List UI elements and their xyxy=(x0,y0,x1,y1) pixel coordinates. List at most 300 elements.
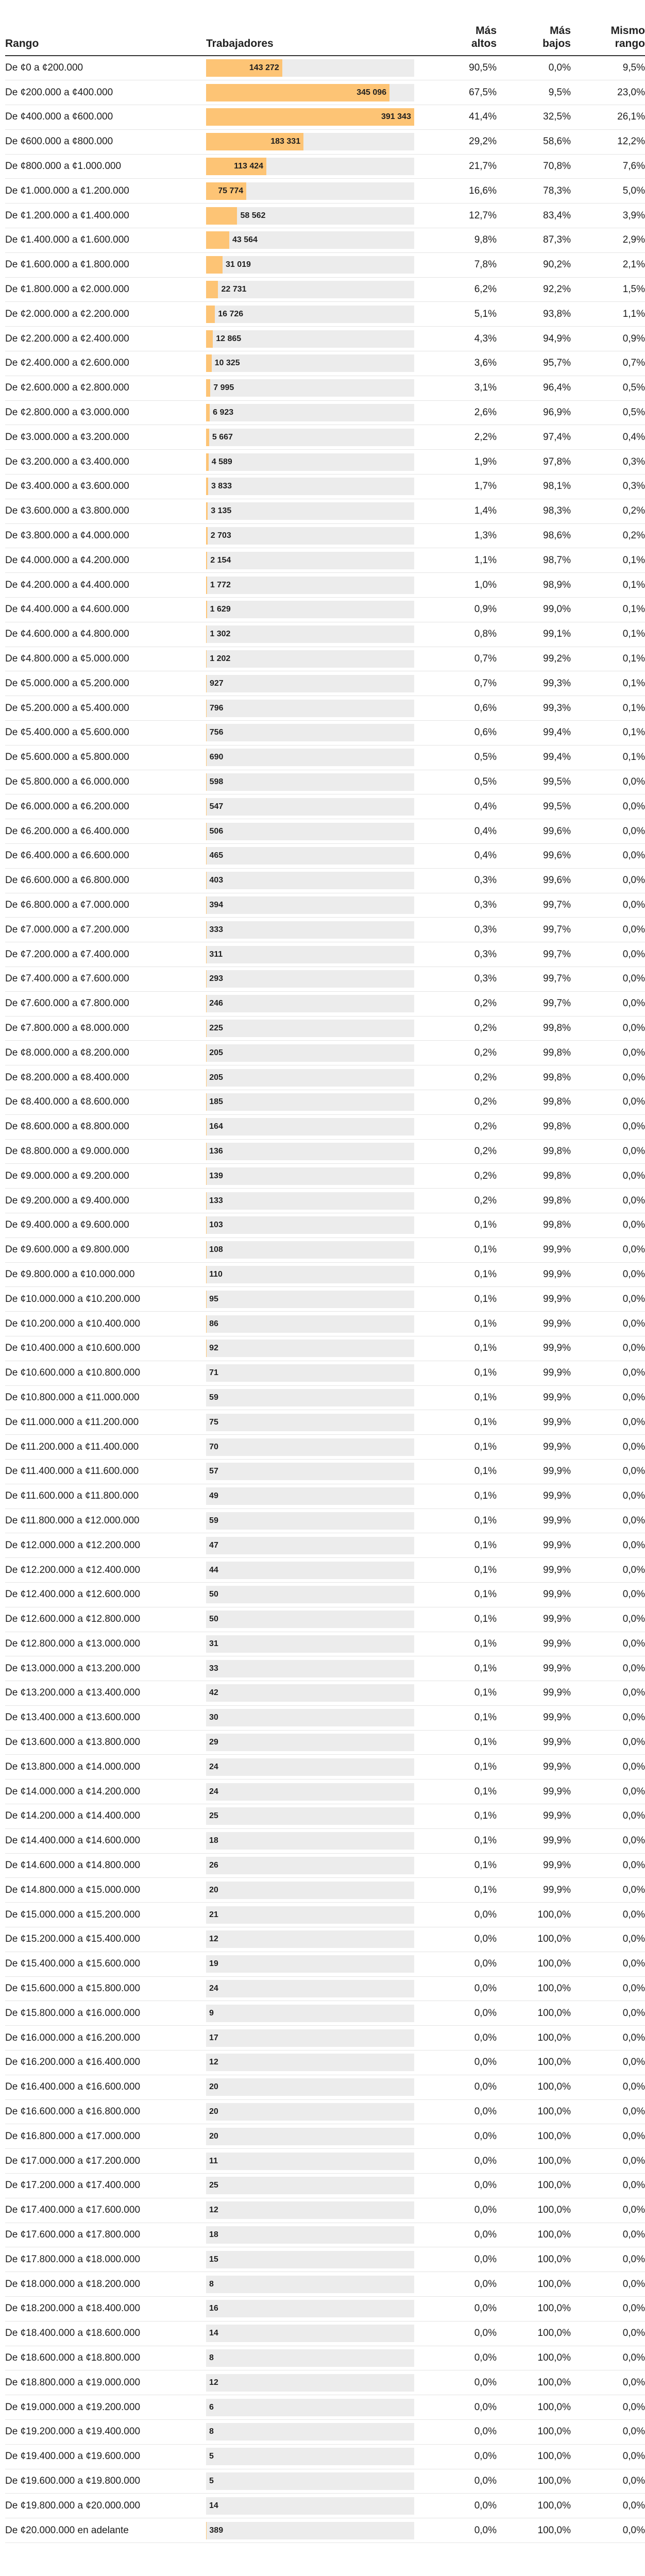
table-row xyxy=(5,696,645,721)
cell-mismo-rango: 0,1% xyxy=(622,752,645,763)
cell-rango: De ¢5.600.000 a ¢5.800.000 xyxy=(5,752,129,763)
bar-label: 5 667 xyxy=(212,432,233,442)
table-row xyxy=(5,154,645,179)
cell-rango: De ¢10.200.000 a ¢10.400.000 xyxy=(5,1318,141,1329)
table-row xyxy=(5,1509,645,1533)
bar-label: 24 xyxy=(209,1984,218,1993)
bar-label: 71 xyxy=(209,1368,218,1378)
cell-mas-bajos: 99,8% xyxy=(543,1022,571,1033)
bar-track xyxy=(206,1340,414,1357)
cell-mismo-rango: 0,0% xyxy=(622,973,645,985)
cell-mas-altos: 0,0% xyxy=(474,2475,497,2486)
cell-rango: De ¢3.200.000 a ¢3.400.000 xyxy=(5,456,129,467)
cell-rango: De ¢15.600.000 a ¢15.800.000 xyxy=(5,1983,141,1994)
table-row xyxy=(5,376,645,400)
cell-mas-bajos: 100,0% xyxy=(537,2155,571,2166)
table-row xyxy=(5,499,645,523)
table-row xyxy=(5,2420,645,2445)
bar-track xyxy=(206,1315,414,1333)
table-row xyxy=(5,1976,645,2001)
cell-mismo-rango: 0,0% xyxy=(622,1268,645,1280)
cell-mas-altos: 0,0% xyxy=(474,2426,497,2437)
bar-track xyxy=(206,1807,414,1825)
bar-fill xyxy=(206,453,209,471)
cell-mismo-rango: 0,0% xyxy=(622,2377,645,2388)
cell-mas-bajos: 100,0% xyxy=(537,1958,571,1970)
cell-trabajadores xyxy=(206,770,428,794)
cell-mismo-rango: 0,0% xyxy=(622,1934,645,1945)
cell-mismo-rango: 0,1% xyxy=(622,677,645,689)
table-header xyxy=(5,0,645,56)
cell-mismo-rango: 0,0% xyxy=(622,1737,645,1748)
cell-trabajadores xyxy=(206,671,428,696)
header-mas-bajos[interactable] xyxy=(502,0,576,56)
cell-mas-altos: 0,1% xyxy=(474,1638,497,1649)
bar-track xyxy=(206,896,414,914)
cell-mas-altos: 0,1% xyxy=(474,1687,497,1699)
cell-trabajadores xyxy=(206,179,428,204)
cell-rango: De ¢14.400.000 a ¢14.600.000 xyxy=(5,1835,141,1846)
bar-track xyxy=(206,1758,414,1776)
header-mismo-rango-line1: Mismo xyxy=(610,25,645,37)
cell-rango: De ¢1.600.000 a ¢1.800.000 xyxy=(5,259,129,270)
bar-track xyxy=(206,773,414,791)
cell-mas-bajos: 99,9% xyxy=(543,1884,571,1895)
bar-track xyxy=(206,2423,414,2441)
table-row xyxy=(5,622,645,647)
bar-label: 598 xyxy=(209,777,224,786)
cell-mismo-rango: 0,1% xyxy=(622,604,645,615)
bar-label: 26 xyxy=(209,1861,218,1870)
cell-trabajadores xyxy=(206,56,428,80)
bar-track xyxy=(206,1734,414,1751)
bar-label: 18 xyxy=(209,1836,218,1845)
cell-trabajadores xyxy=(206,80,428,105)
cell-mismo-rango: 0,0% xyxy=(622,1466,645,1477)
bar-track xyxy=(206,1660,414,1677)
cell-mas-bajos: 99,9% xyxy=(543,1539,571,1551)
bar-label: 2 154 xyxy=(210,555,231,565)
bar-track xyxy=(206,2054,414,2071)
bar-label: 59 xyxy=(209,1393,218,1402)
cell-mas-altos: 0,6% xyxy=(474,702,497,714)
cell-mas-altos: 0,1% xyxy=(474,1712,497,1723)
bar-label: 20 xyxy=(209,2131,218,2141)
cell-trabajadores xyxy=(206,1361,428,1385)
cell-mismo-rango: 0,1% xyxy=(622,554,645,566)
cell-mismo-rango: 0,5% xyxy=(622,407,645,418)
table-row xyxy=(5,1312,645,1336)
cell-mas-bajos: 97,4% xyxy=(543,431,571,443)
cell-rango: De ¢10.800.000 a ¢11.000.000 xyxy=(5,1392,140,1403)
bar-track xyxy=(206,625,414,643)
cell-mismo-rango: 5,0% xyxy=(622,185,645,196)
bar-track xyxy=(206,2276,414,2293)
bar-label: 95 xyxy=(209,1294,218,1303)
table-row xyxy=(5,204,645,228)
cell-mas-altos: 0,2% xyxy=(474,1022,497,1033)
table-row xyxy=(5,942,645,967)
table-row xyxy=(5,770,645,794)
bar-track xyxy=(206,306,414,323)
bar-track xyxy=(206,1216,414,1234)
header-trabajadores[interactable]: Trabajadores xyxy=(206,38,274,49)
cell-rango: De ¢8.200.000 a ¢8.400.000 xyxy=(5,1072,129,1083)
bar-track xyxy=(206,2201,414,2219)
bar-track xyxy=(206,2029,414,2047)
bar-label: 8 xyxy=(209,2279,214,2289)
cell-mas-bajos: 100,0% xyxy=(537,2278,571,2290)
bar-label: 185 xyxy=(209,1097,223,1107)
table-row xyxy=(5,2247,645,2272)
cell-mismo-rango: 0,0% xyxy=(622,1145,645,1157)
cell-trabajadores xyxy=(206,450,428,474)
cell-rango: De ¢13.000.000 a ¢13.200.000 xyxy=(5,1663,141,1674)
bar-track xyxy=(206,1118,414,1136)
table-row xyxy=(5,1459,645,1484)
bar-track xyxy=(206,231,414,249)
cell-mas-bajos: 95,7% xyxy=(543,358,571,369)
cell-mas-bajos: 99,6% xyxy=(543,825,571,837)
bar-track xyxy=(206,404,414,421)
cell-trabajadores xyxy=(206,523,428,548)
cell-trabajadores xyxy=(206,1238,428,1262)
table-row xyxy=(5,1065,645,1090)
cell-rango: De ¢12.200.000 a ¢12.400.000 xyxy=(5,1564,141,1575)
header-rango[interactable]: Rango xyxy=(5,38,39,49)
bar-label: 75 774 xyxy=(218,186,244,195)
table-row xyxy=(5,819,645,844)
cell-rango: De ¢6.200.000 a ¢6.400.000 xyxy=(5,825,129,837)
cell-rango: De ¢4.200.000 a ¢4.400.000 xyxy=(5,579,129,590)
cell-mas-bajos: 100,0% xyxy=(537,2106,571,2117)
cell-mas-bajos: 32,5% xyxy=(543,111,571,123)
bar-track xyxy=(206,1069,414,1087)
cell-mas-altos: 0,0% xyxy=(474,2352,497,2363)
cell-mismo-rango: 0,0% xyxy=(622,1047,645,1058)
bar-label: 205 xyxy=(209,1048,223,1057)
cell-mas-altos: 0,0% xyxy=(474,2401,497,2413)
cell-mas-bajos: 100,0% xyxy=(537,2500,571,2511)
cell-mas-bajos: 99,9% xyxy=(543,1293,571,1304)
bar-track xyxy=(206,478,414,495)
cell-rango: De ¢2.800.000 a ¢3.000.000 xyxy=(5,407,129,418)
bar-track xyxy=(206,256,414,274)
cell-trabajadores xyxy=(206,400,428,425)
bar-track xyxy=(206,2325,414,2342)
table-row xyxy=(5,1385,645,1410)
bar-label: 506 xyxy=(209,826,224,836)
bar-track xyxy=(206,1980,414,1997)
bar-label: 183 331 xyxy=(270,137,301,146)
bar-label: 389 xyxy=(209,2526,224,2535)
table-row xyxy=(5,2075,645,2099)
bar-track xyxy=(206,1291,414,1308)
cell-mas-bajos: 99,6% xyxy=(543,875,571,886)
cell-trabajadores xyxy=(206,598,428,622)
bar-track xyxy=(206,1857,414,1874)
cell-rango: De ¢18.600.000 a ¢18.800.000 xyxy=(5,2352,141,2363)
cell-trabajadores xyxy=(206,1878,428,1903)
bar-label: 70 xyxy=(209,1442,218,1451)
cell-trabajadores xyxy=(206,1189,428,1213)
bar-label: 9 xyxy=(209,2008,214,2018)
cell-mas-bajos: 100,0% xyxy=(537,2401,571,2413)
cell-rango: De ¢1.000.000 a ¢1.200.000 xyxy=(5,185,129,196)
cell-trabajadores xyxy=(206,499,428,523)
cell-mismo-rango: 0,0% xyxy=(622,899,645,910)
cell-trabajadores xyxy=(206,1410,428,1435)
table-row xyxy=(5,1656,645,1681)
cell-mas-bajos: 99,6% xyxy=(543,850,571,861)
bar-label: 20 xyxy=(209,2082,218,2092)
cell-mas-altos: 0,3% xyxy=(474,973,497,985)
cell-trabajadores xyxy=(206,2518,428,2543)
table-row xyxy=(5,80,645,105)
cell-mismo-rango: 0,4% xyxy=(622,431,645,443)
cell-rango: De ¢400.000 a ¢600.000 xyxy=(5,111,113,123)
cell-mas-altos: 2,6% xyxy=(474,407,497,418)
header-mas-bajos-line1: Más xyxy=(550,25,571,37)
table-row xyxy=(5,1952,645,1976)
cell-mas-bajos: 99,4% xyxy=(543,727,571,738)
bar-label: 49 xyxy=(209,1492,218,1501)
cell-mas-bajos: 96,9% xyxy=(543,407,571,418)
cell-mas-altos: 9,8% xyxy=(474,234,497,246)
cell-mas-bajos: 99,9% xyxy=(543,1860,571,1871)
bar-fill xyxy=(206,675,207,692)
cell-mas-bajos: 99,9% xyxy=(543,1712,571,1723)
cell-mas-bajos: 98,9% xyxy=(543,579,571,590)
data-table xyxy=(5,0,645,2543)
table-row xyxy=(5,2370,645,2395)
table-row xyxy=(5,2174,645,2198)
table-row xyxy=(5,327,645,351)
header-mismo-rango[interactable] xyxy=(576,0,645,56)
cell-mismo-rango: 0,0% xyxy=(622,1589,645,1600)
bar-track xyxy=(206,577,414,594)
bar-track xyxy=(206,1783,414,1801)
cell-mismo-rango: 0,0% xyxy=(622,2303,645,2314)
bar-track xyxy=(206,847,414,865)
bar-label: 25 xyxy=(209,1811,218,1821)
cell-trabajadores xyxy=(206,1509,428,1533)
table-row xyxy=(5,1705,645,1730)
cell-mas-altos: 7,8% xyxy=(474,259,497,270)
cell-mas-altos: 0,6% xyxy=(474,727,497,738)
cell-mismo-rango: 9,5% xyxy=(622,62,645,74)
cell-rango: De ¢10.400.000 a ¢10.600.000 xyxy=(5,1343,141,1354)
cell-mismo-rango: 0,0% xyxy=(622,1072,645,1083)
bar-track xyxy=(206,1463,414,1480)
cell-trabajadores xyxy=(206,2099,428,2124)
header-mas-altos[interactable] xyxy=(428,0,502,56)
cell-mismo-rango: 0,0% xyxy=(622,2451,645,2462)
cell-mas-bajos: 100,0% xyxy=(537,2475,571,2486)
table-row xyxy=(5,2223,645,2247)
bar-track xyxy=(206,1709,414,1726)
table-row xyxy=(5,450,645,474)
bar-label: 58 562 xyxy=(240,211,266,220)
cell-mas-bajos: 99,8% xyxy=(543,1121,571,1132)
cell-rango: De ¢17.600.000 a ¢17.800.000 xyxy=(5,2229,141,2241)
bar-fill xyxy=(206,625,207,643)
bar-label: 12 xyxy=(209,2206,218,2215)
cell-rango: De ¢6.000.000 a ¢6.200.000 xyxy=(5,801,129,812)
bar-label: 139 xyxy=(209,1171,223,1180)
cell-rango: De ¢18.000.000 a ¢18.200.000 xyxy=(5,2278,141,2290)
cell-mismo-rango: 0,1% xyxy=(622,702,645,714)
bar-label: 1 629 xyxy=(210,605,231,614)
cell-rango: De ¢1.800.000 a ¢2.000.000 xyxy=(5,284,129,295)
cell-mismo-rango: 0,0% xyxy=(622,2180,645,2191)
cell-mas-bajos: 99,9% xyxy=(543,1761,571,1772)
cell-mas-bajos: 99,7% xyxy=(543,998,571,1009)
cell-mas-altos: 0,1% xyxy=(474,1293,497,1304)
bar-label: 927 xyxy=(209,679,224,688)
bar-fill xyxy=(206,404,210,421)
cell-trabajadores xyxy=(206,622,428,647)
bar-label: 8 xyxy=(209,2353,214,2362)
cell-mas-bajos: 99,9% xyxy=(543,1835,571,1846)
bar-label: 20 xyxy=(209,1885,218,1894)
cell-mas-altos: 0,0% xyxy=(474,1958,497,1970)
cell-mas-bajos: 99,9% xyxy=(543,1810,571,1822)
cell-rango: De ¢9.400.000 a ¢9.600.000 xyxy=(5,1219,129,1231)
bar-track xyxy=(206,1389,414,1406)
bar-label: 50 xyxy=(209,1590,218,1599)
cell-mas-altos: 0,1% xyxy=(474,1441,497,1452)
cell-mas-altos: 0,1% xyxy=(474,1416,497,1428)
bar-track xyxy=(206,1266,414,1283)
cell-trabajadores xyxy=(206,2272,428,2297)
bar-track xyxy=(206,354,414,372)
cell-mismo-rango: 0,0% xyxy=(622,825,645,837)
cell-mas-bajos: 98,7% xyxy=(543,554,571,566)
cell-rango: De ¢16.800.000 a ¢17.000.000 xyxy=(5,2130,141,2142)
bar-track xyxy=(206,2153,414,2170)
bar-track xyxy=(206,700,414,717)
cell-mismo-rango: 0,0% xyxy=(622,2524,645,2536)
bar-label: 59 xyxy=(209,1516,218,1525)
cell-mismo-rango: 0,0% xyxy=(622,2401,645,2413)
cell-trabajadores xyxy=(206,2050,428,2075)
bar-label: 10 325 xyxy=(214,359,240,368)
cell-mas-bajos: 100,0% xyxy=(537,1983,571,1994)
cell-mas-bajos: 99,8% xyxy=(543,1170,571,1181)
cell-rango: De ¢7.600.000 a ¢7.800.000 xyxy=(5,998,129,1009)
bar-fill xyxy=(206,552,207,569)
cell-mas-bajos: 99,0% xyxy=(543,604,571,615)
cell-rango: De ¢13.800.000 a ¢14.000.000 xyxy=(5,1761,141,1772)
cell-mas-altos: 2,2% xyxy=(474,431,497,443)
bar-label: 17 xyxy=(209,2033,218,2042)
table-row xyxy=(5,1558,645,1583)
cell-mas-bajos: 98,6% xyxy=(543,530,571,541)
cell-trabajadores xyxy=(206,1927,428,1952)
cell-mas-bajos: 100,0% xyxy=(537,2253,571,2265)
table-row xyxy=(5,1484,645,1509)
cell-rango: De ¢14.600.000 a ¢14.800.000 xyxy=(5,1860,141,1871)
cell-rango: De ¢8.800.000 a ¢9.000.000 xyxy=(5,1145,129,1157)
cell-trabajadores xyxy=(206,1681,428,1706)
cell-mas-altos: 16,6% xyxy=(469,185,497,196)
cell-mas-altos: 0,1% xyxy=(474,1786,497,1797)
table-row xyxy=(5,548,645,573)
bar-track xyxy=(206,133,414,150)
table-row xyxy=(5,1853,645,1878)
bar-fill xyxy=(206,502,208,520)
cell-rango: De ¢19.600.000 a ¢19.800.000 xyxy=(5,2475,141,2486)
cell-mas-bajos: 87,3% xyxy=(543,234,571,246)
cell-mismo-rango: 0,0% xyxy=(622,1884,645,1895)
cell-mas-bajos: 99,9% xyxy=(543,1614,571,1625)
cell-mas-bajos: 99,7% xyxy=(543,924,571,935)
cell-trabajadores xyxy=(206,425,428,450)
cell-mismo-rango: 0,0% xyxy=(622,801,645,812)
cell-mismo-rango: 0,0% xyxy=(622,1810,645,1822)
cell-mas-altos: 0,1% xyxy=(474,1810,497,1822)
cell-mismo-rango: 0,0% xyxy=(622,1761,645,1772)
cell-trabajadores xyxy=(206,2321,428,2346)
table-row xyxy=(5,1262,645,1287)
cell-rango: De ¢4.800.000 a ¢5.000.000 xyxy=(5,653,129,665)
table-row xyxy=(5,1238,645,1262)
cell-mismo-rango: 0,1% xyxy=(622,579,645,590)
cell-rango: De ¢5.200.000 a ¢5.400.000 xyxy=(5,702,129,714)
cell-mas-bajos: 100,0% xyxy=(537,2205,571,2216)
table-row xyxy=(5,1927,645,1952)
cell-mismo-rango: 0,0% xyxy=(622,2253,645,2265)
cell-trabajadores xyxy=(206,1139,428,1164)
cell-rango: De ¢200.000 a ¢400.000 xyxy=(5,87,113,98)
cell-mismo-rango: 0,0% xyxy=(622,1219,645,1231)
cell-mismo-rango: 0,7% xyxy=(622,358,645,369)
bar-label: 391 343 xyxy=(381,112,411,122)
cell-trabajadores xyxy=(206,573,428,598)
cell-mas-bajos: 99,9% xyxy=(543,1687,571,1699)
table-row xyxy=(5,2444,645,2469)
cell-mismo-rango: 0,0% xyxy=(622,1121,645,1132)
cell-mismo-rango: 0,0% xyxy=(622,2278,645,2290)
table-row xyxy=(5,2272,645,2297)
bar-track xyxy=(206,59,414,77)
cell-mismo-rango: 0,0% xyxy=(622,1022,645,1033)
table-row xyxy=(5,105,645,130)
table-row xyxy=(5,598,645,622)
cell-mas-altos: 1,4% xyxy=(474,505,497,517)
cell-mas-altos: 0,4% xyxy=(474,850,497,861)
cell-mismo-rango: 0,0% xyxy=(622,1170,645,1181)
cell-mas-altos: 67,5% xyxy=(469,87,497,98)
table-row xyxy=(5,2297,645,2321)
cell-trabajadores xyxy=(206,721,428,745)
cell-rango: De ¢19.800.000 a ¢20.000.000 xyxy=(5,2500,141,2511)
cell-mas-altos: 29,2% xyxy=(469,136,497,147)
bar-track xyxy=(206,675,414,692)
cell-mismo-rango: 0,0% xyxy=(622,1860,645,1871)
cell-rango: De ¢1.400.000 a ¢1.600.000 xyxy=(5,234,129,246)
table-row xyxy=(5,1139,645,1164)
cell-mismo-rango: 0,0% xyxy=(622,875,645,886)
cell-trabajadores xyxy=(206,2124,428,2149)
cell-mas-altos: 0,2% xyxy=(474,1170,497,1181)
cell-trabajadores xyxy=(206,252,428,277)
cell-rango: De ¢12.800.000 a ¢13.000.000 xyxy=(5,1638,141,1649)
table-row xyxy=(5,400,645,425)
bar-label: 205 xyxy=(209,1073,223,1082)
bar-track xyxy=(206,2251,414,2268)
